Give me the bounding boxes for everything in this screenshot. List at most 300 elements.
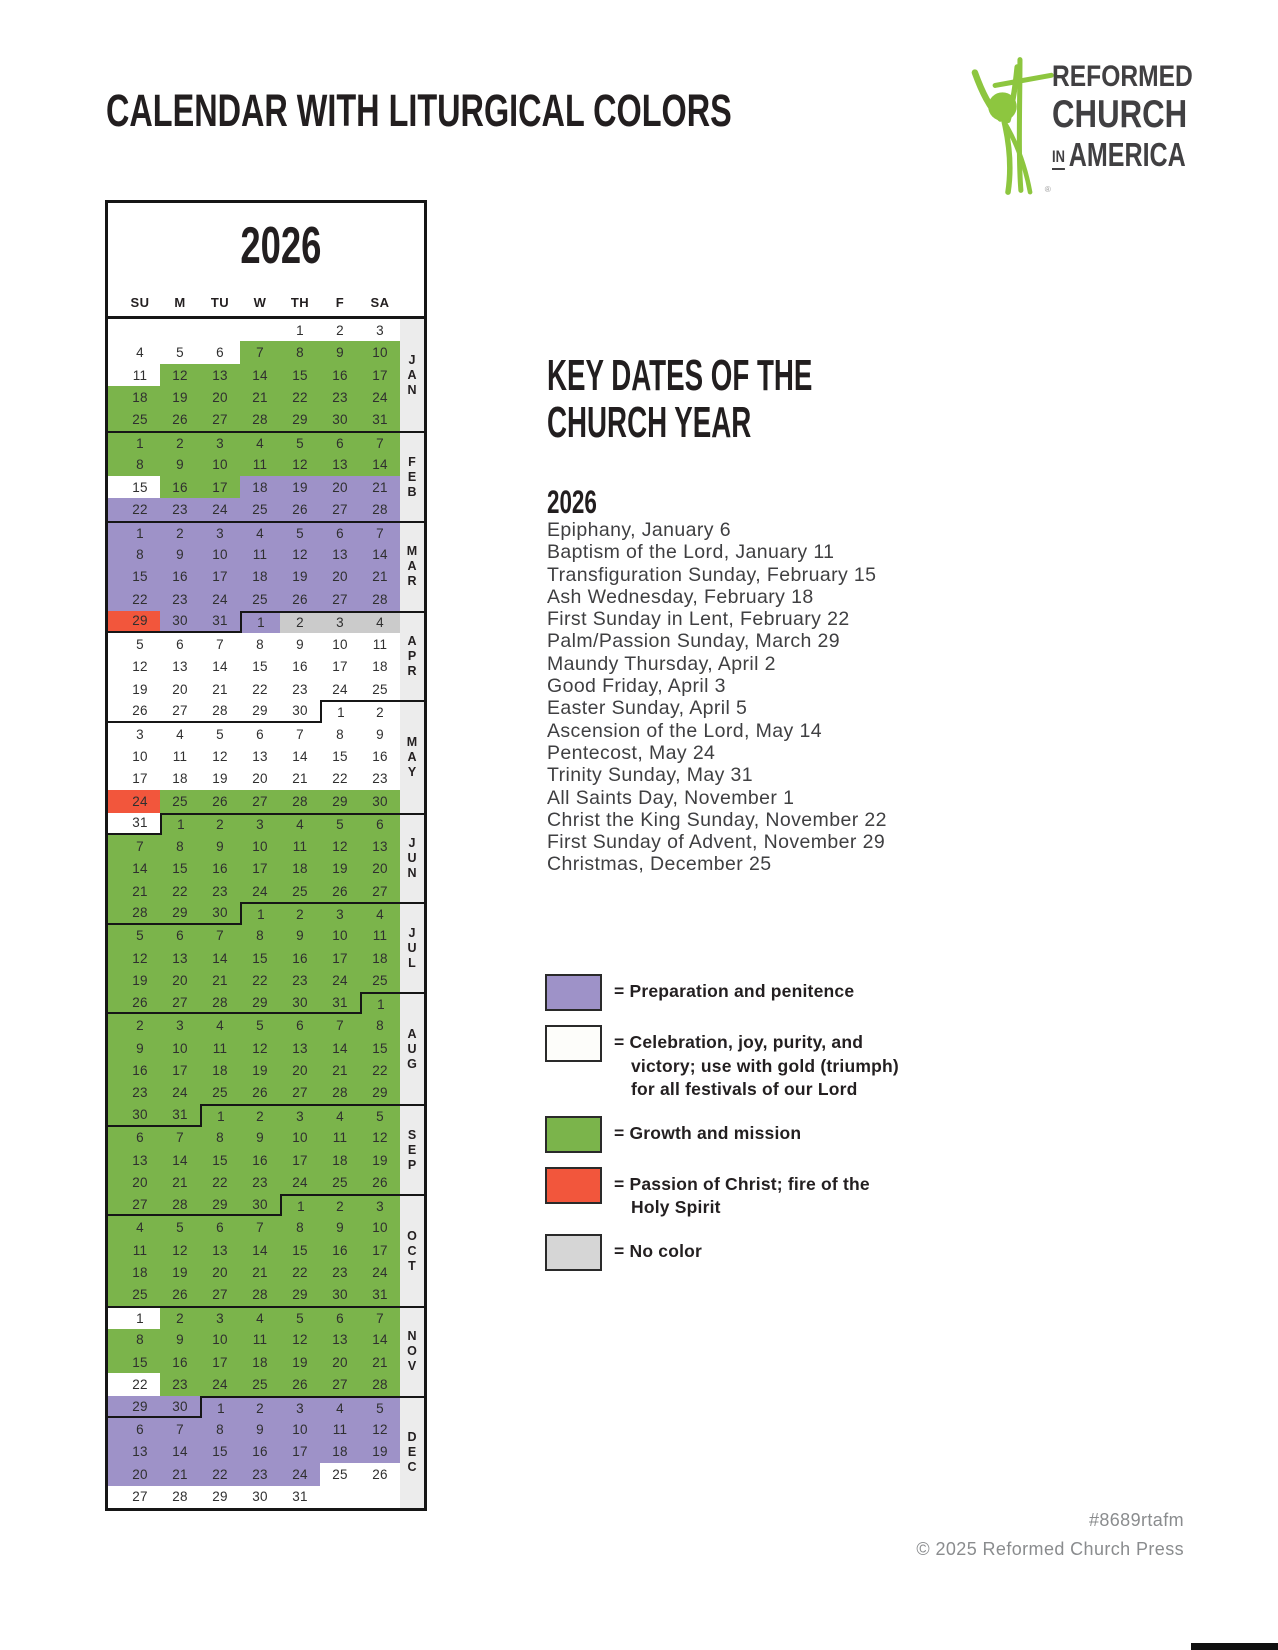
legend-label: = Celebration, joy, purity, and victory; use with gold (triumph) for all festivals of our Lord [614,1032,899,1099]
day-cell: 14 [200,656,240,678]
day-cell: 6 [360,813,400,835]
day-cell: 20 [320,1351,360,1373]
day-cell: 1 [108,431,160,453]
day-cell: 22 [200,1171,240,1193]
day-cell: 21 [200,678,240,700]
day-cell: 17 [280,1149,320,1171]
logo-in-label: IN [1052,147,1065,170]
day-cell: 20 [200,1261,240,1283]
day-cell: 5 [280,1306,320,1328]
day-cell: 1 [240,611,280,633]
key-date-item: Good Friday, April 3 [547,675,726,698]
day-cell: 2 [108,1014,160,1036]
day-cell: 16 [280,947,320,969]
day-cell: 23 [240,1171,280,1193]
day-cell: 12 [160,364,200,386]
day-cell: 7 [108,835,160,857]
day-cell: 8 [360,1014,400,1036]
day-cell: 28 [360,588,400,610]
day-cell: 5 [108,925,160,947]
day-cell: 9 [160,1329,200,1351]
day-cell: 17 [200,566,240,588]
day-cell [360,1486,400,1508]
day-cell: 29 [360,1082,400,1104]
day-cell: 17 [160,1059,200,1081]
day-cell: 24 [360,1261,400,1283]
day-cell: 30 [160,1396,200,1418]
day-cell: 10 [280,1418,320,1440]
day-cell: 8 [240,633,280,655]
day-cell: 31 [320,992,360,1014]
day-cell: 28 [240,409,280,431]
day-cell: 23 [160,588,200,610]
day-cell: 22 [280,386,320,408]
day-cell: 6 [320,521,360,543]
weekday-header: M [174,295,186,310]
day-cell: 12 [200,745,240,767]
day-cell: 15 [240,656,280,678]
day-cell: 27 [200,409,240,431]
day-cell: 31 [360,1284,400,1306]
day-cell: 12 [160,1239,200,1261]
month-label-nov: N O V [400,1306,424,1396]
day-cell: 19 [108,678,160,700]
day-cell: 8 [200,1127,240,1149]
day-cell: 29 [320,790,360,812]
day-cell: 16 [320,364,360,386]
liturgical-calendar [105,200,427,1511]
day-cell: 6 [320,1306,360,1328]
day-cell: 14 [360,1329,400,1351]
rca-logo [962,46,1202,201]
day-cell: 16 [160,1351,200,1373]
key-date-item: First Sunday in Lent, February 22 [547,608,850,631]
day-cell: 11 [240,543,280,565]
day-cell: 27 [320,498,360,520]
day-cell: 14 [108,857,160,879]
calendar-grid [108,319,424,1508]
legend-item [545,1116,1045,1153]
day-cell: 8 [280,341,320,363]
day-cell: 29 [200,1486,240,1508]
day-cell: 16 [280,656,320,678]
day-cell: 29 [280,409,320,431]
key-dates-section [547,352,968,876]
key-date-item: Palm/Passion Sunday, March 29 [547,630,841,653]
day-cell: 22 [360,1059,400,1081]
day-cell: 7 [360,431,400,453]
day-cell: 11 [320,1127,360,1149]
day-cell: 24 [160,1082,200,1104]
day-cell: 20 [108,1171,160,1193]
day-cell: 20 [320,566,360,588]
day-cell: 8 [280,1216,320,1238]
day-cell: 7 [360,521,400,543]
day-cell: 13 [280,1037,320,1059]
page-corner-mark [1191,1643,1278,1650]
day-cell: 8 [320,723,360,745]
day-cell: 22 [160,880,200,902]
day-cell: 15 [240,947,280,969]
day-cell: 19 [280,476,320,498]
legend-item [545,1234,1045,1271]
day-cell: 2 [240,1396,280,1418]
day-cell [200,319,240,341]
month-label-jan: J A N [400,319,424,431]
day-cell: 14 [240,1239,280,1261]
weekday-header: SA [370,295,390,310]
day-cell: 19 [320,857,360,879]
day-cell: 18 [200,1059,240,1081]
day-cell: 12 [280,543,320,565]
day-cell: 26 [200,790,240,812]
weekday-header: TU [210,295,230,310]
day-cell: 25 [280,880,320,902]
month-label-oct: O C T [400,1194,424,1306]
day-cell: 24 [200,588,240,610]
day-cell: 24 [280,1171,320,1193]
day-cell: 13 [240,745,280,767]
legend-label: = Growth and mission [614,1122,802,1143]
day-cell: 23 [240,1463,280,1485]
legend-swatch [545,1025,602,1062]
day-cell: 22 [320,768,360,790]
day-cell: 21 [240,386,280,408]
day-cell: 23 [280,970,320,992]
month-label-sep: S E P [400,1104,424,1194]
day-cell: 31 [108,813,160,835]
day-cell: 27 [200,1284,240,1306]
day-cell: 9 [160,454,200,476]
day-cell: 17 [320,656,360,678]
day-cell: 28 [108,902,160,924]
day-cell: 22 [240,678,280,700]
day-cell: 14 [360,454,400,476]
day-cell: 31 [200,611,240,633]
day-cell: 9 [280,925,320,947]
day-cell: 12 [240,1037,280,1059]
day-cell: 21 [160,1463,200,1485]
day-cell: 4 [320,1104,360,1126]
day-cell: 28 [200,992,240,1014]
day-cell: 25 [360,970,400,992]
day-cell: 6 [200,341,240,363]
day-cell: 15 [360,1037,400,1059]
day-cell: 3 [320,902,360,924]
calendar-year: 2026 [240,217,322,275]
day-cell: 18 [108,386,160,408]
day-cell: 30 [200,902,240,924]
key-date-item: Christ the King Sunday, November 22 [547,808,887,831]
day-cell: 24 [320,970,360,992]
day-cell: 5 [360,1396,400,1418]
day-cell: 4 [108,1216,160,1238]
day-cell: 19 [360,1149,400,1171]
day-cell: 8 [108,543,160,565]
day-cell: 30 [360,790,400,812]
day-cell: 16 [200,857,240,879]
day-cell [320,1486,360,1508]
day-cell: 30 [108,1104,160,1126]
day-cell: 10 [240,835,280,857]
legend-swatch [545,1167,602,1204]
day-cell: 22 [280,1261,320,1283]
day-cell: 7 [280,723,320,745]
day-cell: 27 [240,790,280,812]
day-cell [240,319,280,341]
day-cell: 7 [160,1418,200,1440]
day-cell: 23 [280,678,320,700]
day-cell: 23 [360,768,400,790]
day-cell: 29 [160,902,200,924]
day-cell: 19 [240,1059,280,1081]
day-cell: 1 [280,1194,320,1216]
day-cell: 4 [360,611,400,633]
registered-mark: ® [1044,185,1051,195]
day-cell: 16 [160,476,200,498]
day-cell: 2 [360,700,400,722]
day-cell: 12 [108,947,160,969]
day-cell: 23 [320,1261,360,1283]
day-cell: 2 [280,611,320,633]
day-cell: 10 [320,925,360,947]
day-cell: 18 [360,947,400,969]
weekday-header: TH [290,295,310,310]
day-cell: 25 [200,1082,240,1104]
day-cell: 4 [240,521,280,543]
color-legend [545,974,1045,1271]
day-cell: 15 [108,476,160,498]
key-dates-year: 2026 [547,484,597,520]
day-cell: 2 [320,319,360,341]
day-cell: 26 [160,409,200,431]
day-cell: 20 [280,1059,320,1081]
day-cell: 13 [320,543,360,565]
day-cell: 1 [200,1396,240,1418]
day-cell: 21 [240,1261,280,1283]
day-cell: 24 [200,498,240,520]
day-cell: 22 [108,498,160,520]
day-cell: 19 [360,1441,400,1463]
day-cell: 30 [280,992,320,1014]
day-cell: 20 [320,476,360,498]
day-cell: 31 [160,1104,200,1126]
day-cell: 5 [160,341,200,363]
day-cell: 28 [360,498,400,520]
key-date-item: Epiphany, January 6 [547,519,731,541]
day-cell: 3 [200,1306,240,1328]
day-cell: 4 [108,341,160,363]
day-cell: 18 [108,1261,160,1283]
day-cell: 29 [240,700,280,722]
day-cell: 17 [200,476,240,498]
day-cell: 3 [280,1104,320,1126]
day-cell: 9 [200,835,240,857]
day-cell: 26 [280,498,320,520]
day-cell: 3 [240,813,280,835]
day-cell: 15 [108,1351,160,1373]
day-cell: 15 [320,745,360,767]
day-cell: 17 [108,768,160,790]
day-cell: 3 [280,1396,320,1418]
key-date-item: Maundy Thursday, April 2 [547,652,776,675]
key-date-item: Christmas, December 25 [547,853,772,876]
legend-label: = Preparation and penitence [614,981,855,1001]
day-cell: 20 [108,1463,160,1485]
footer [916,1506,1184,1564]
logo-line-reformed: REFORMED [1052,60,1193,93]
day-cell: 29 [108,611,160,633]
day-cell: 30 [240,1194,280,1216]
day-cell: 16 [240,1149,280,1171]
day-cell: 25 [240,1373,280,1395]
day-cell: 17 [360,364,400,386]
day-cell: 28 [360,1373,400,1395]
key-dates-heading: KEY DATES OF THE CHURCH YEAR [547,351,813,447]
day-cell: 23 [160,498,200,520]
day-cell: 20 [160,678,200,700]
day-cell: 9 [320,1216,360,1238]
day-cell: 4 [280,813,320,835]
day-cell: 11 [320,1418,360,1440]
day-cell: 21 [320,1059,360,1081]
day-cell: 28 [320,1082,360,1104]
key-date-item: Transfiguration Sunday, February 15 [547,563,877,586]
day-cell: 15 [160,857,200,879]
day-cell: 25 [160,790,200,812]
weekday-header: SU [130,295,150,310]
key-date-item: Baptism of the Lord, January 11 [547,541,835,564]
day-cell: 17 [200,1351,240,1373]
day-cell: 6 [108,1127,160,1149]
month-label-mar: M A R [400,521,424,611]
day-cell: 8 [160,835,200,857]
day-cell: 2 [320,1194,360,1216]
legend-label: = Passion of Christ; fire of the Holy Spirit [614,1173,870,1217]
day-cell: 27 [108,1486,160,1508]
legend-swatch [545,974,602,1011]
day-cell: 27 [160,992,200,1014]
day-cell: 2 [160,431,200,453]
day-cell: 31 [280,1486,320,1508]
day-cell: 14 [280,745,320,767]
legend-item [545,1025,1045,1102]
day-cell: 7 [160,1127,200,1149]
month-label-jun: J U N [400,813,424,903]
day-cell: 12 [320,835,360,857]
day-cell: 6 [200,1216,240,1238]
day-cell: 10 [320,633,360,655]
rca-logo-text [1052,60,1228,173]
day-cell: 18 [160,768,200,790]
day-cell: 26 [280,1373,320,1395]
day-cell: 11 [280,835,320,857]
day-cell: 4 [160,723,200,745]
day-cell: 30 [160,611,200,633]
day-cell: 11 [360,633,400,655]
month-label-apr: A P R [400,611,424,701]
footer-copyright: © 2025 Reformed Church Press [916,1539,1184,1559]
day-cell: 22 [240,970,280,992]
month-label-aug: A U G [400,992,424,1104]
day-cell: 13 [320,454,360,476]
day-cell: 16 [160,566,200,588]
day-cell: 26 [108,700,160,722]
day-cell: 20 [240,768,280,790]
day-cell: 26 [280,588,320,610]
day-cell: 13 [200,364,240,386]
day-cell: 4 [240,1306,280,1328]
day-cell: 1 [240,902,280,924]
day-cell: 27 [280,1082,320,1104]
day-cell: 28 [280,790,320,812]
day-cell: 19 [160,1261,200,1283]
day-cell: 3 [200,521,240,543]
day-cell: 28 [240,1284,280,1306]
day-cell: 27 [360,880,400,902]
day-cell: 2 [160,1306,200,1328]
day-cell: 6 [160,633,200,655]
legend-label: = No color [614,1240,703,1261]
day-cell: 12 [360,1418,400,1440]
day-cell: 23 [108,1082,160,1104]
day-cell: 25 [108,1284,160,1306]
day-cell: 30 [320,409,360,431]
logo-line-church: CHURCH [1052,93,1188,136]
day-cell: 5 [160,1216,200,1238]
day-cell: 14 [160,1149,200,1171]
day-cell: 1 [108,521,160,543]
day-cell: 9 [108,1037,160,1059]
day-cell: 3 [160,1014,200,1036]
day-cell: 7 [320,1014,360,1036]
day-cell: 29 [200,1194,240,1216]
day-cell: 12 [108,656,160,678]
day-cell: 13 [108,1441,160,1463]
key-date-item: All Saints Day, November 1 [547,786,795,809]
day-cell: 14 [200,947,240,969]
day-cell: 28 [160,1486,200,1508]
rca-logo-mark-icon [962,46,1054,204]
day-cell: 14 [320,1037,360,1059]
day-cell: 13 [360,835,400,857]
key-date-item: Pentecost, May 24 [547,741,716,764]
day-cell: 10 [160,1037,200,1059]
day-cell: 21 [160,1171,200,1193]
day-cell: 11 [240,454,280,476]
day-cell: 6 [240,723,280,745]
day-cell: 26 [360,1171,400,1193]
day-cell: 15 [280,364,320,386]
day-cell: 25 [320,1463,360,1485]
day-cell: 12 [360,1127,400,1149]
day-cell: 1 [200,1104,240,1126]
day-cell: 11 [200,1037,240,1059]
day-cell: 29 [240,992,280,1014]
day-cell: 8 [200,1418,240,1440]
weekday-header: W [253,295,267,310]
day-cell: 7 [240,1216,280,1238]
legend-item [545,1167,1045,1220]
day-cell: 21 [200,970,240,992]
day-cell: 8 [108,454,160,476]
day-cell: 18 [240,476,280,498]
day-cell: 19 [108,970,160,992]
day-cell: 26 [320,880,360,902]
day-cell: 27 [320,588,360,610]
day-cell: 1 [360,992,400,1014]
day-cell: 24 [200,1373,240,1395]
